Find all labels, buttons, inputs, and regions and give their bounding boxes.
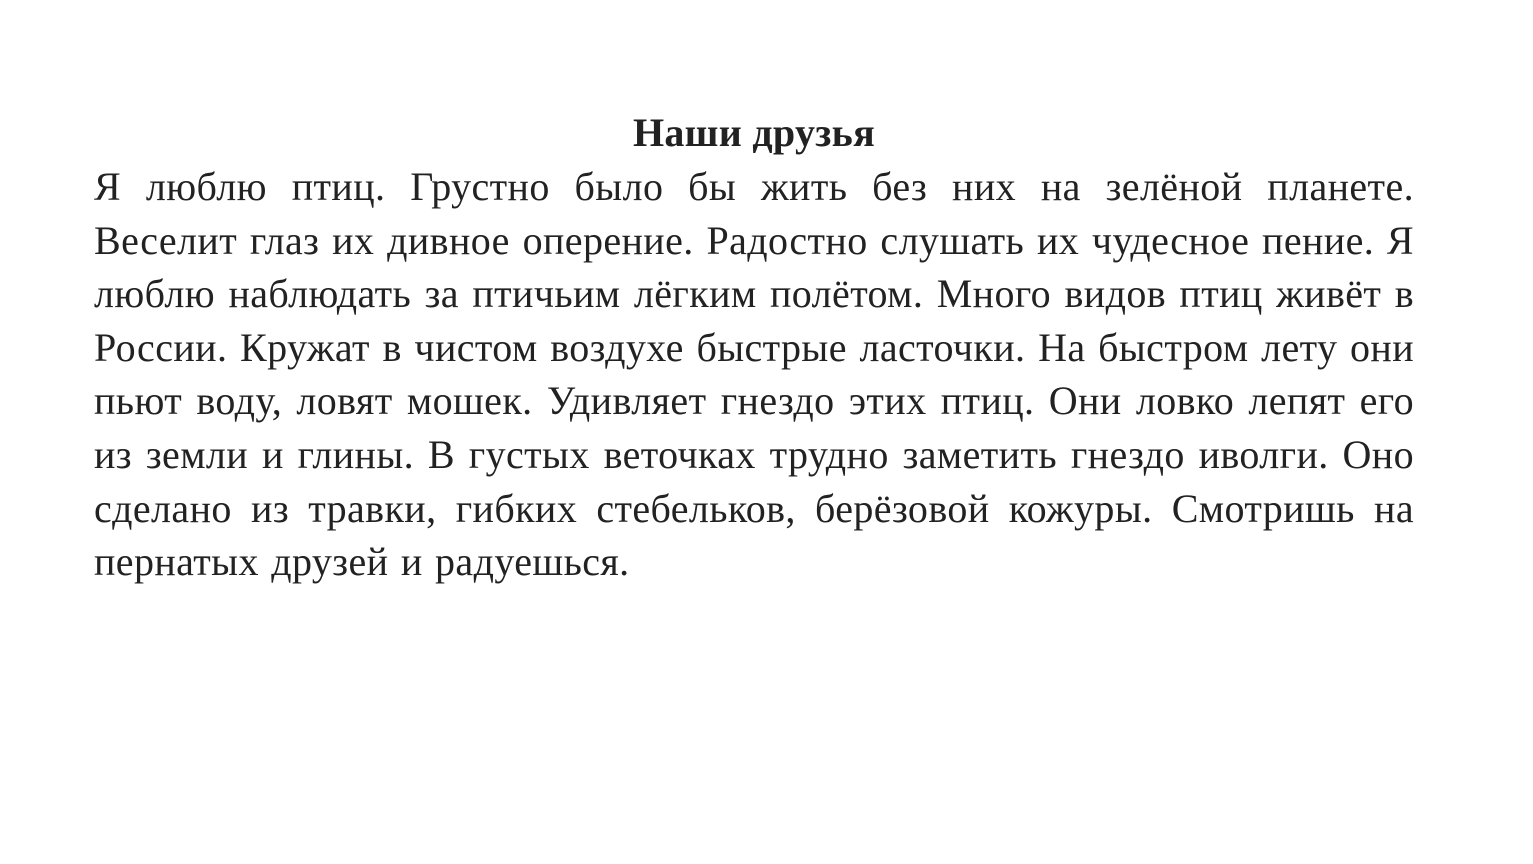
- document-paragraph: Я люблю птиц. Грустно было бы жить без них на зелёной планете. Веселит глаз их дивное оперение. Радостно слушать их чудесное пение. Я люблю наблюдать за птичьим лёгким полётом. Много видов птиц живёт в России. Кружат в чистом воздухе быстрые ласточки. На быстром лету они пьют воду, ловят мошек. Удивляет гнездо этих птиц. Они ловко лепят его из земли и глины. В густых веточках трудно заметить гнездо иволги. Оно сделано из травки, гибких стебельков, берёзовой кожуры. Смотришь на пернатых друзей и радуешься.: [94, 164, 1414, 585]
- document-title: Наши друзья: [632, 110, 876, 155]
- document-page: [94, 110, 1414, 589]
